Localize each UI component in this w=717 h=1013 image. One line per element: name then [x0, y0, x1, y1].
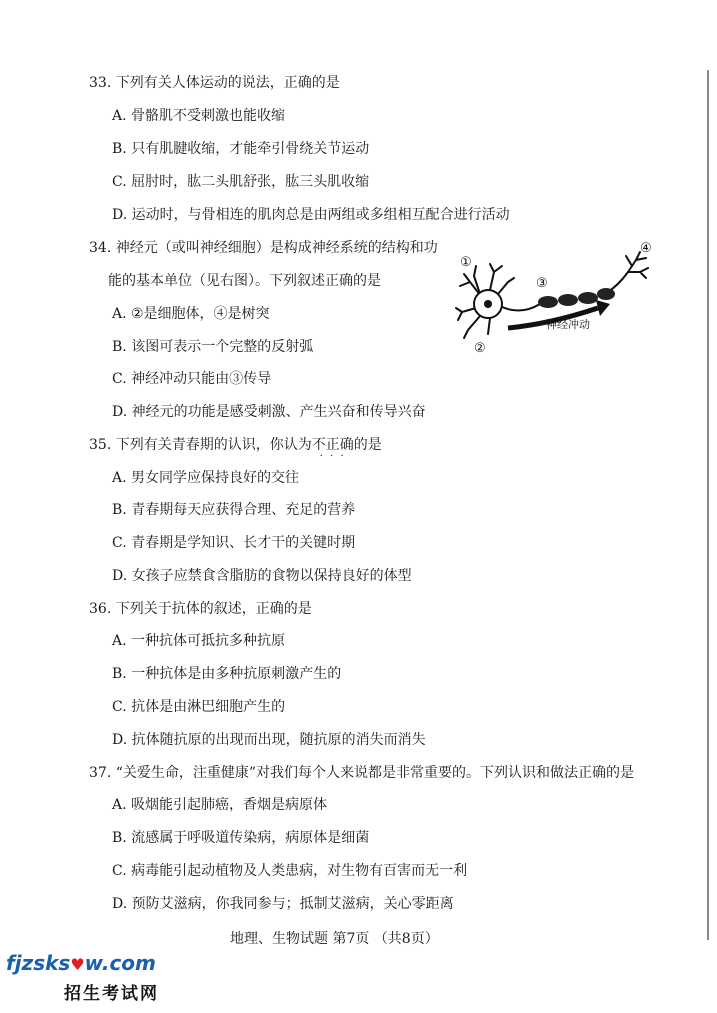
site-logo — [6, 951, 186, 1006]
q36-option-c: C. 抗体是由淋巴细胞产生的 — [112, 699, 286, 715]
q35-option-c: C. 青春期是学知识、长才干的关键时期 — [112, 535, 356, 551]
q34-option-c: C. 神经冲动只能由③传导 — [112, 371, 272, 387]
q37-option-b: B. 流感属于呼吸道传染病，病原体是细菌 — [112, 830, 370, 846]
label-2: ② — [474, 341, 486, 356]
q34-option-a: A. ②是细胞体，④是树突 — [112, 306, 270, 322]
label-4: ④ — [640, 241, 652, 256]
q37-option-d: D. 预防艾滋病，你我同参与；抵制艾滋病，关心零距离 — [112, 896, 454, 912]
q33-option-c: C. 屈肘时，肱二头肌舒张，肱三头肌收缩 — [112, 174, 370, 190]
q33-option-a: A. 骨骼肌不受刺激也能收缩 — [112, 108, 286, 124]
q34-stem-line1: 34. 神经元（或叫神经细胞）是构成神经系统的结构和功 — [89, 240, 438, 256]
q35-stem-pre: 35. 下列有关青春期的认识，你认为 — [89, 437, 312, 453]
q35-stem-emphasis: 不正确 · · · — [312, 437, 354, 453]
q34-option-d: D. 神经元的功能是感受刺激、产生兴奋和传导兴奋 — [112, 404, 426, 420]
q35-stem-post: 的是 — [353, 437, 382, 453]
q34-option-b: B. 该图可表示一个完整的反射弧 — [112, 339, 314, 355]
q35-option-a: A. 男女同学应保持良好的交往 — [112, 470, 300, 486]
page-edge-line — [707, 70, 709, 940]
page-footer: 地理、生物试题 第7页 （共8页） — [230, 931, 439, 947]
q35-option-d: D. 女孩子应禁食含脂肪的食物以保持良好的体型 — [112, 568, 412, 584]
q37-option-c: C. 病毒能引起动植物及人类患病，对生物有百害而无一利 — [112, 863, 468, 879]
q36-stem: 36. 下列关于抗体的叙述，正确的是 — [89, 601, 312, 617]
logo-subtitle: 招生考试网 — [64, 984, 159, 1004]
impulse-label: 神经冲动 — [546, 318, 590, 331]
q36-option-d: D. 抗体随抗原的出现而出现，随抗原的消失而消失 — [112, 732, 426, 748]
neuron-figure — [450, 238, 665, 358]
q35-stem — [89, 436, 382, 454]
label-3: ③ — [536, 276, 548, 291]
q36-option-a: A. 一种抗体可抵抗多种抗原 — [112, 633, 286, 649]
q37-option-a: A. 吸烟能引起肺癌，香烟是病原体 — [112, 797, 328, 813]
q34-stem-line2: 能的基本单位（见右图）。下列叙述正确的是 — [108, 273, 381, 289]
q33-option-b: B. 只有肌腱收缩，才能牵引骨绕关节运动 — [112, 141, 370, 157]
q33-option-d: D. 运动时，与骨相连的肌肉总是由两组或多组相互配合进行活动 — [112, 207, 510, 223]
heart-icon: ♥ — [70, 955, 85, 974]
q35-option-b: B. 青春期每天应获得合理、充足的营养 — [112, 502, 356, 518]
q37-stem: 37. “关爱生命，注重健康”对我们每个人来说都是非常重要的。下列认识和做法正确的是 — [89, 765, 635, 781]
label-1: ① — [460, 255, 472, 270]
logo-text-pre: fjzsks — [6, 951, 71, 975]
logo-text-post: w.com — [84, 951, 156, 975]
logo-wordmark — [6, 951, 156, 975]
q33-stem: 33. 下列有关人体运动的说法，正确的是 — [89, 75, 340, 91]
q36-option-b: B. 一种抗体是由多种抗原刺激产生的 — [112, 666, 342, 682]
